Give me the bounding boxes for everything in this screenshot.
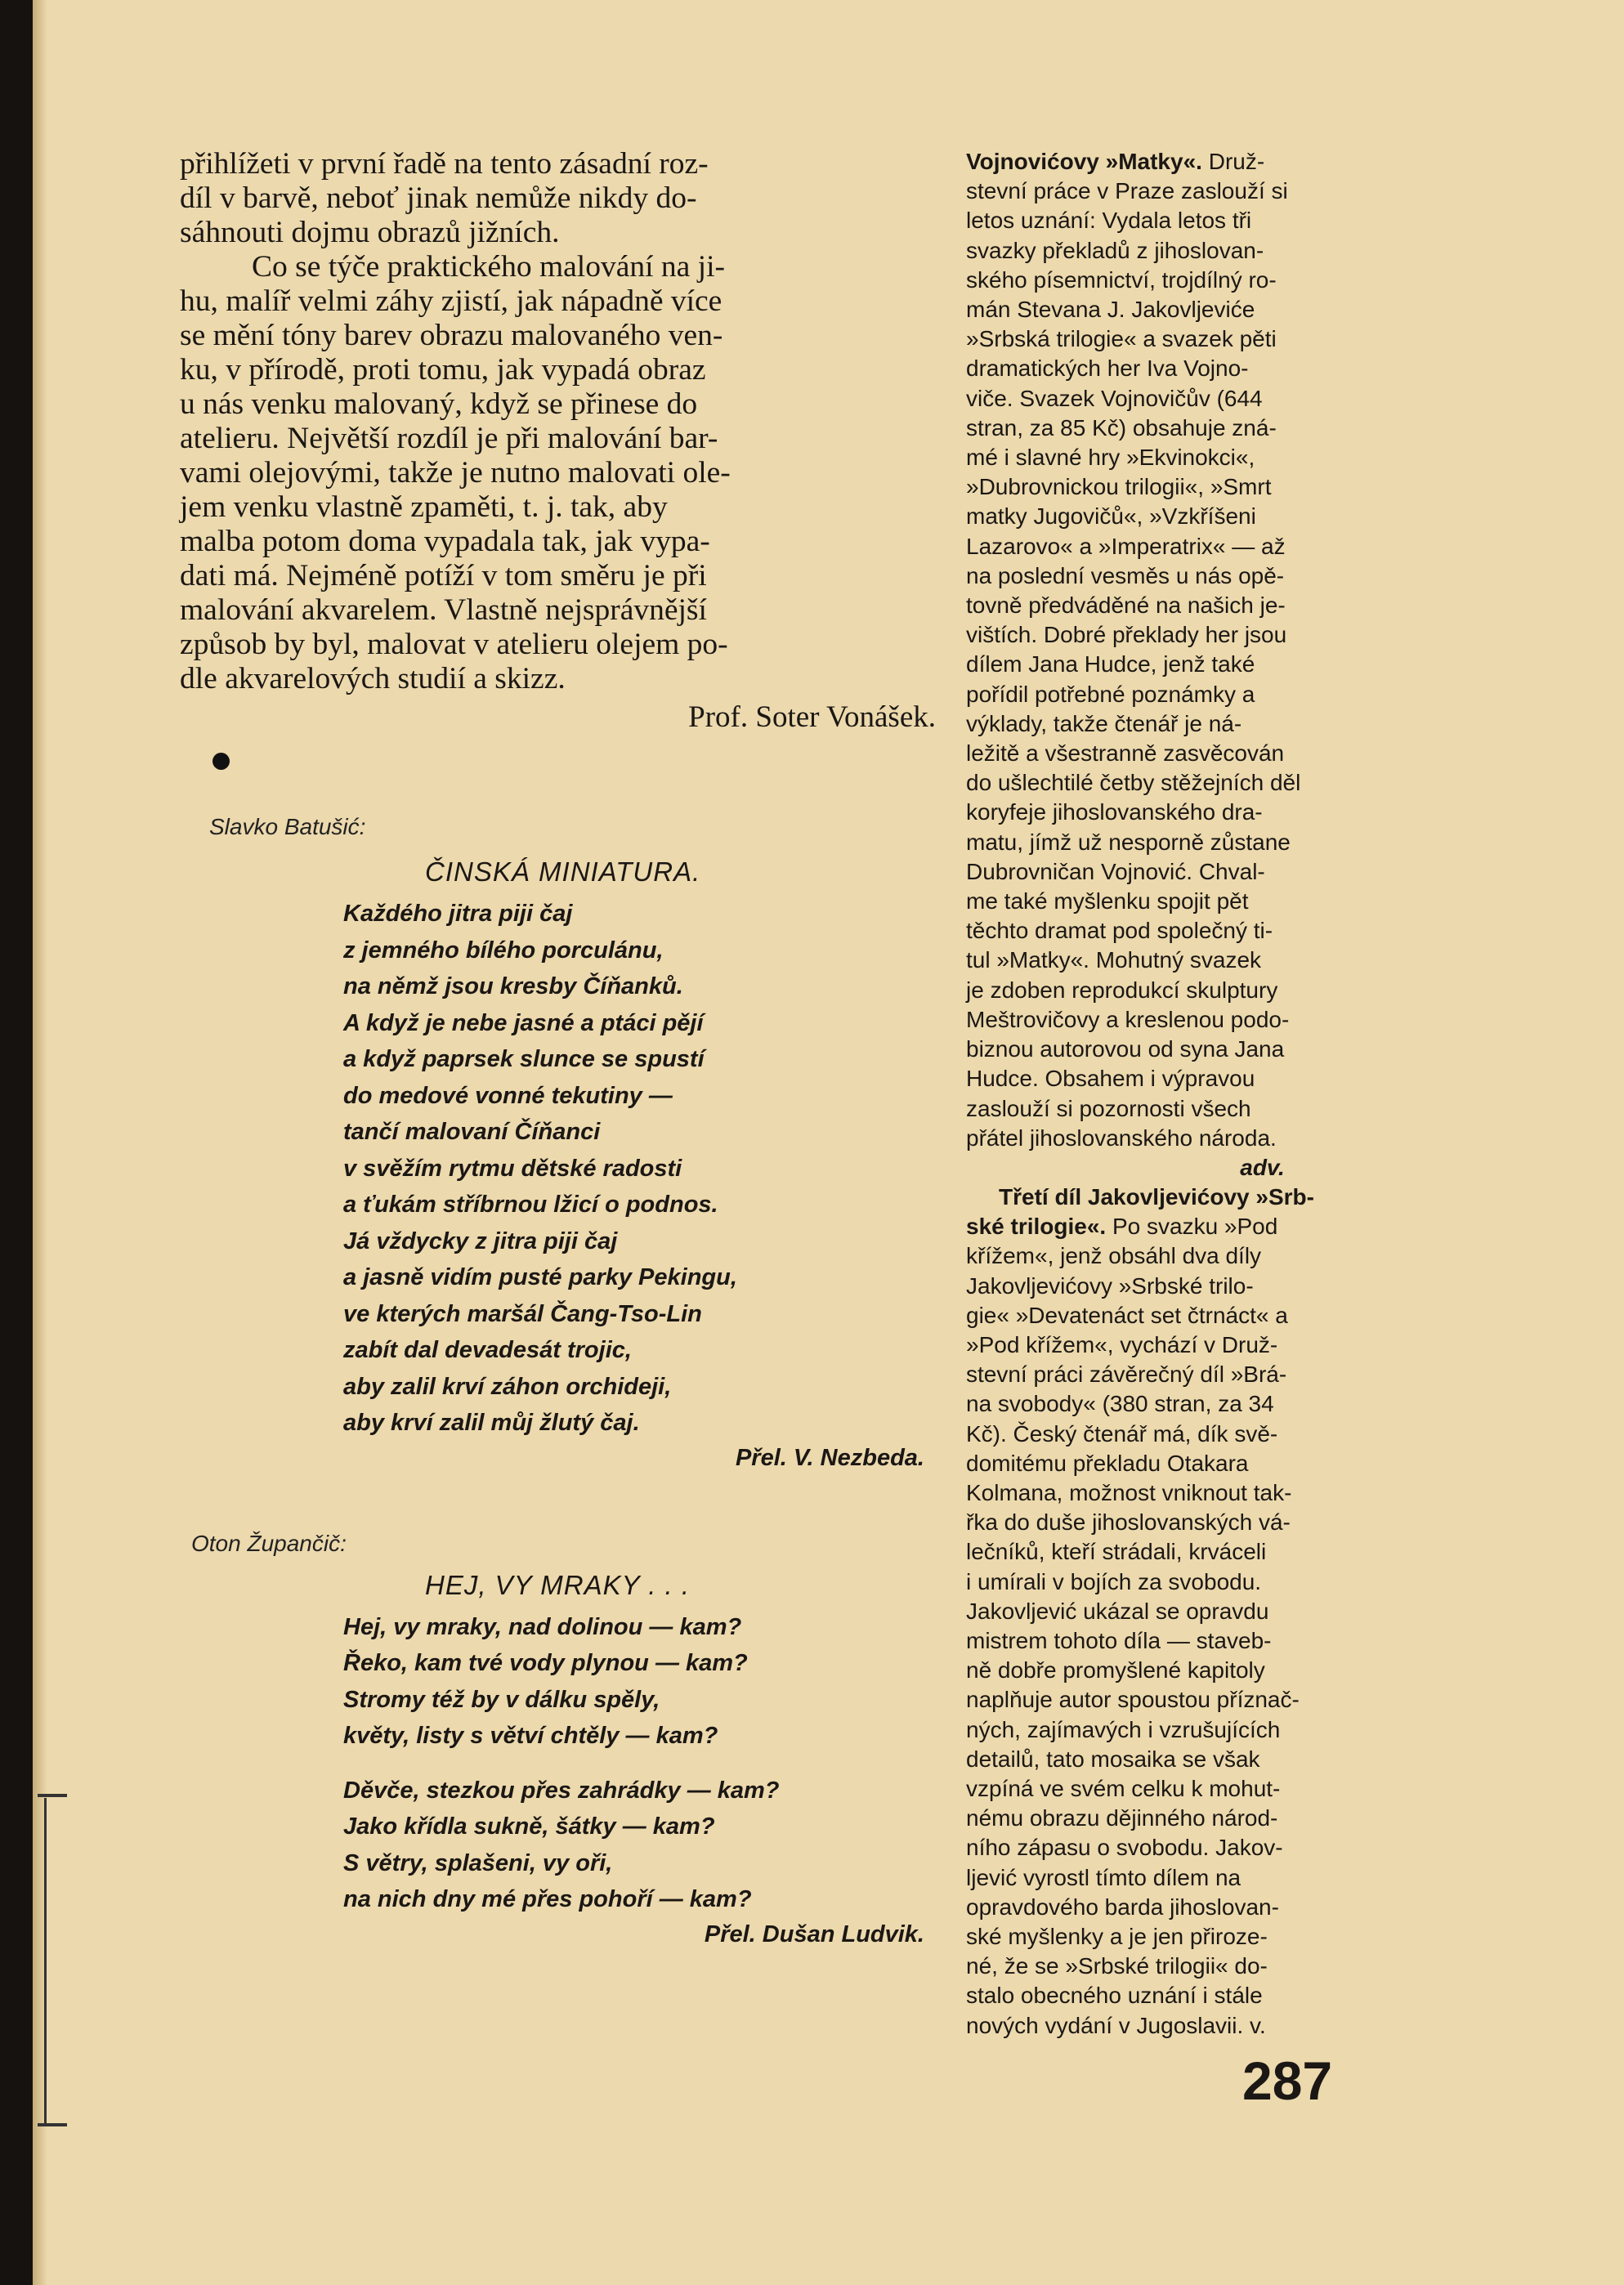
essay-line: díl v barvě, neboť jinak nemůže nikdy do- [180, 181, 697, 215]
essay-line: způsob by byl, malovat v atelieru olejem po- [180, 628, 728, 661]
review1-heading: Vojnovićovy »Matky«. [966, 149, 1202, 174]
review-line: »Pod křížem«, vychází v Druž- [966, 1331, 1278, 1357]
review1-signature: adv. [1240, 1154, 1285, 1180]
essay-text [180, 147, 952, 696]
essay-line: sáhnouti dojmu obrazů jižních. [180, 216, 560, 249]
review1-first-rest: Druž- [1201, 149, 1265, 174]
poem-line: Děvče, stezkou přes zahrádky — kam? [343, 1777, 780, 1804]
review-line: koryfeje jihoslovanského dra- [966, 799, 1263, 825]
review-line: Jakovljević ukázal se opravdu [966, 1598, 1269, 1624]
review-line: ljević vyrostl tímto dílem na [966, 1864, 1241, 1890]
review-line: dramatických her Iva Vojno- [966, 355, 1249, 382]
poem-line: Já vždycky z jitra piji čaj [343, 1227, 618, 1254]
poem-line: zabít dal devadesát trojic, [343, 1337, 632, 1363]
review-line: »Dubrovnickou trilogii«, »Smrt [966, 474, 1272, 500]
review-line: stevní práce v Praze zaslouží si [966, 178, 1288, 204]
review-line: těchto dramat pod společný ti- [966, 918, 1273, 944]
review-line: ně dobře promyšlené kapitoly [966, 1657, 1265, 1684]
review-line: na poslední vesměs u nás opě- [966, 562, 1285, 588]
essay-line: se mění tóny barev obrazu malovaného ven- [180, 319, 723, 352]
page-number: 287 [1242, 2050, 1333, 2111]
essay-line: atelieru. Největší rozdíl je při malování bar- [180, 422, 718, 455]
review-line: ního zápasu o svobodu. Jakov- [966, 1835, 1283, 1861]
essay-line: malba potom doma vypadala tak, jak vypa- [180, 525, 710, 558]
review-line: Dubrovničan Vojnović. Chval- [966, 858, 1265, 884]
poem-line: Řeko, kam tvé vody plynou — kam? [343, 1650, 748, 1676]
left-column [180, 147, 952, 1948]
review-line: mán Stevana J. Jakovljeviće [966, 297, 1255, 323]
review-line: stran, za 85 Kč) obsahuje zná- [966, 414, 1277, 440]
review-line: je zdoben reprodukcí skulptury [966, 977, 1278, 1003]
review-line: i umírali v bojích za svobodu. [966, 1568, 1262, 1594]
review2-heading-2: ské trilogie«. [966, 1214, 1107, 1240]
review-line: me také myšlenku spojit pět [966, 888, 1249, 914]
poem2-stanza-1 [343, 1609, 952, 1755]
poem-line: ve kterých maršál Čang-Tso-Lin [343, 1300, 702, 1327]
bullet-separator [213, 753, 230, 770]
document-page [33, 0, 1624, 2285]
review-line: stevní práci závěrečný díl »Brá- [966, 1362, 1287, 1388]
review-line: vištích. Dobré překlady her jsou [966, 622, 1287, 648]
review-line: dílem Jana Hudce, jenž také [966, 651, 1255, 677]
review2-heading-line-1 [966, 1183, 1436, 1212]
review-line: Lazarovo« a »Imperatrix« — až [966, 533, 1286, 559]
review-line: ské myšlenky a je jen přiroze- [966, 1923, 1268, 1949]
review-line: matu, jímž už nesporně zůstane [966, 829, 1291, 855]
essay-line: dati má. Nejméně potíží v tom směru je při [180, 559, 707, 592]
binding-line [44, 1798, 47, 2125]
review1-first-line [966, 147, 1436, 177]
poem2-title: HEJ, VY MRAKY . . . [425, 1569, 691, 1600]
review-line: ského písemnictví, trojdílný ro- [966, 266, 1277, 293]
review-line: Kč). Český čtenář má, dík svě- [966, 1420, 1278, 1447]
review-line: lečníků, kteří strádali, krváceli [966, 1539, 1267, 1565]
poem2-author: Oton Župančič: [191, 1530, 347, 1556]
review-line: mé i slavné hry »Ekvinokci«, [966, 445, 1255, 471]
poem-line: Jako křídla sukně, šátky — kam? [343, 1813, 715, 1840]
essay-signature: Prof. Soter Vonášek. [688, 700, 936, 734]
review-line: přátel jihoslovanského národa. [966, 1125, 1277, 1151]
essay-line: hu, malíř velmi záhy zjistí, jak nápadně více [180, 284, 723, 318]
review-line: řka do duše jihoslovanských vá- [966, 1509, 1291, 1536]
binding-tick-top [38, 1794, 67, 1797]
poem-line: do medové vonné tekutiny — [343, 1082, 673, 1109]
review-line: pořídil potřebné poznámky a [966, 681, 1255, 707]
review-line: nových vydání v Jugoslavii. v. [966, 2012, 1266, 2038]
essay-line: Co se týče praktického malování na ji- [252, 250, 725, 284]
review-line: Hudce. Obsahem i výpravou [966, 1066, 1255, 1092]
review-line: stalo obecného uznání i stále [966, 1983, 1263, 2009]
review-line: do ušlechtilé četby stěžejních děl [966, 770, 1301, 796]
essay-line: u nás venku malovaný, když se přinese do [180, 387, 698, 421]
review-line: detailů, tato mosaika se však [966, 1746, 1260, 1772]
essay-line: vami olejovými, takže je nutno malovati ole- [180, 456, 731, 490]
poem-line: aby zalil krví záhon orchideji, [343, 1373, 672, 1400]
review-line: gie« »Devatenáct set čtrnáct« a [966, 1302, 1288, 1328]
review-line: na svobody« (380 stran, za 34 [966, 1391, 1274, 1417]
poem-line: v svěžím rytmu dětské radosti [343, 1155, 682, 1182]
essay-line: přihlížeti v první řadě na tento zásadní roz- [180, 147, 709, 181]
review-line: křížem«, jenž obsáhl dva díly [966, 1243, 1262, 1269]
review-line: naplňuje autor spoustou příznač- [966, 1687, 1300, 1713]
review-line: Meštrovičovy a kreslenou podo- [966, 1006, 1290, 1032]
review-line: opravdového barda jihoslovan- [966, 1894, 1279, 1920]
poem2-translator: Přel. Dušan Ludvik. [704, 1921, 924, 1947]
review-line: svazky překladů z jihoslovan- [966, 237, 1264, 263]
review-line: matky Jugovičů«, »Vzkříšeni [966, 503, 1256, 530]
poem-line: a když paprsek slunce se spustí [343, 1046, 705, 1072]
poem-line: a jasně vidím pusté parky Pekingu, [343, 1264, 737, 1290]
review-line: tovně předváděné na našich je- [966, 592, 1286, 619]
essay-line: jem venku vlastně zpaměti, t. j. tak, aby [180, 490, 668, 524]
review-line: mistrem tohoto díla — staveb- [966, 1627, 1272, 1653]
poem1-translator: Přel. V. Nezbeda. [735, 1444, 924, 1471]
poem1-author: Slavko Batušić: [209, 814, 366, 839]
poem-line: Hej, vy mraky, nad dolinou — kam? [343, 1613, 742, 1640]
review-line: Kolmana, možnost vniknout tak- [966, 1479, 1292, 1505]
poem-line: na nich dny mé přes pohoří — kam? [343, 1886, 752, 1912]
review-line: tul »Matky«. Mohutný svazek [966, 947, 1262, 973]
essay-line: dle akvarelových studií a skizz. [180, 662, 566, 695]
review-line: »Srbská trilogie« a svazek pěti [966, 326, 1277, 352]
review2-line2-rest: Po svazku »Pod [1106, 1214, 1278, 1240]
review-line: né, že se »Srbské trilogii« do- [966, 1953, 1268, 1979]
review-line: letos uznání: Vydala letos tři [966, 208, 1252, 234]
essay-line: ku, v přírodě, proti tomu, jak vypadá obraz [180, 353, 706, 387]
poem-line: z jemného bílého porculánu, [343, 937, 664, 964]
essay-line: malování akvarelem. Vlastně nejsprávnější [180, 593, 707, 627]
review-line: domitému překladu Otakara [966, 1450, 1249, 1476]
poem-line: a ťukám stříbrnou lžicí o podnos. [343, 1192, 718, 1218]
poem2-stanza-2 [343, 1773, 952, 1918]
poem1-stanza [343, 896, 952, 1442]
poem-line: Stromy též by v dálku spěly, [343, 1686, 660, 1713]
review2-heading-line-2 [966, 1212, 1436, 1241]
review-line: ných, zajímavých i vzrušujících [966, 1716, 1281, 1742]
review-line: ležitě a všestranně zasvěcován [966, 740, 1285, 767]
poem-line: S větry, splašeni, vy oři, [343, 1849, 613, 1876]
poem-line: Každého jitra piji čaj [343, 901, 573, 927]
poem1-title: ČINSKÁ MINIATURA. [425, 856, 701, 887]
poem-line: květy, listy s větví chtěly — kam? [343, 1723, 718, 1749]
review2-text [966, 1183, 1436, 2041]
review-line: výklady, takže čtenář je ná- [966, 710, 1242, 736]
review-line: viče. Svazek Vojnovičův (644 [966, 385, 1263, 411]
right-column [966, 147, 1436, 2041]
review-line: biznou autorovou od syna Jana [966, 1036, 1285, 1062]
review-line: vzpíná ve svém celku k mohut- [966, 1775, 1281, 1801]
review-line: zaslouží si pozornosti všech [966, 1095, 1251, 1121]
review-line: nému obrazu dějinného národ- [966, 1805, 1278, 1831]
review1-text [966, 147, 1436, 1153]
binding-tick-bottom [38, 2123, 67, 2126]
poem-line: na němž jsou kresby Číňanků. [343, 973, 683, 999]
review2-heading-1: Třetí díl Jakovljevićovy »Srb- [999, 1183, 1314, 1210]
poem-line: tančí malovaní Číňanci [343, 1119, 601, 1145]
poem-line: A když je nebe jasné a ptáci pějí [343, 1009, 704, 1036]
review-line: Jakovljevićovy »Srbské trilo- [966, 1272, 1254, 1299]
poem-line: aby krví zalil můj žlutý čaj. [343, 1410, 640, 1436]
